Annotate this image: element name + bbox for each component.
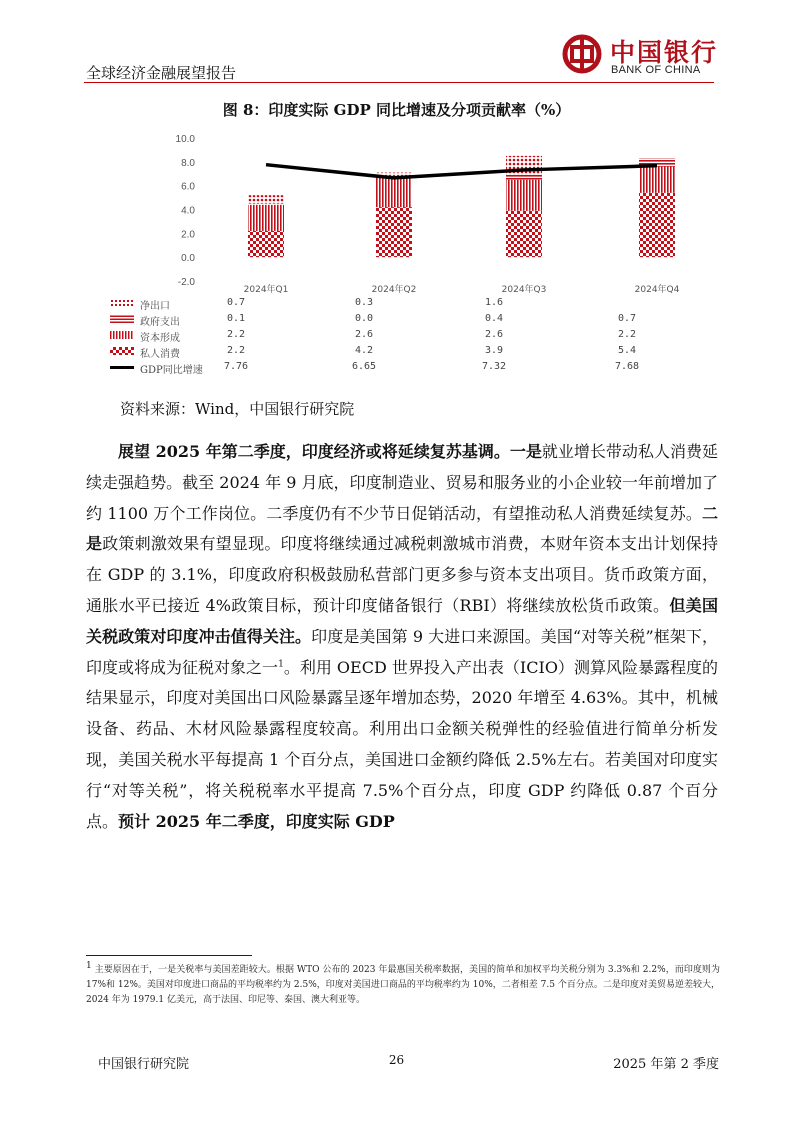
x-tick-label: 2024年Q2 (371, 285, 417, 295)
legend-swatch (110, 331, 134, 339)
bar-segment (376, 176, 412, 207)
bar-segment (506, 180, 542, 211)
footer-organization: 中国银行研究院 (98, 1057, 190, 1072)
paragraph (86, 437, 718, 837)
data-table-row (100, 296, 710, 312)
footnote-rule (86, 955, 252, 956)
data-table-cell: 6.65 (351, 361, 377, 372)
bar-segment (506, 175, 542, 180)
x-tick-label: 2024年Q1 (243, 285, 289, 295)
data-table-cell: 2.2 (617, 329, 637, 340)
data-table-cell: 0.1 (226, 313, 246, 324)
data-table-row (100, 344, 710, 360)
bar-segment (248, 205, 284, 231)
body-text (86, 437, 718, 837)
data-table-cell: 3.9 (484, 345, 504, 356)
y-tick-label: 0.0 (181, 253, 195, 265)
data-table-cell: 1.6 (484, 297, 504, 308)
bold-point: 二是 (86, 503, 718, 554)
footer-period: 2025 年第 2 季度 (613, 1057, 719, 1072)
x-tick-label: 2024年Q4 (634, 285, 680, 295)
bar-segment (248, 231, 284, 257)
y-tick-label: 4.0 (181, 205, 195, 217)
bar-segment (248, 204, 284, 205)
data-table-cell: 0.4 (484, 313, 504, 324)
data-table-row (100, 360, 710, 376)
logo-chinese-text: 中国银行 (610, 38, 719, 67)
y-tick-label: 6.0 (181, 181, 195, 193)
data-table-cell: 7.76 (223, 361, 249, 372)
legend-label: 政府支出 (140, 317, 180, 328)
bold-point: 预计 2025 年二季度，印度实际 GDP (118, 811, 395, 831)
data-table-cell: 7.32 (481, 361, 507, 372)
data-table-cell: 2.6 (484, 329, 504, 340)
legend-swatch (110, 347, 134, 355)
bar-segment (639, 167, 675, 193)
data-table-cell: 2.2 (226, 329, 246, 340)
data-table-cell: 5.4 (617, 345, 637, 356)
y-tick-label: 8.0 (181, 157, 195, 169)
gdp-growth-line (266, 165, 657, 178)
legend-swatch (110, 366, 134, 369)
bar-segment (506, 211, 542, 257)
data-table-cell: 2.2 (226, 345, 246, 356)
bar-segment (376, 207, 412, 257)
x-tick-label: 2024年Q3 (501, 285, 547, 295)
footnote-text: 主要原因在于，一是关税率与美国差距较大。根据 WTO 公布的 2023 年最惠国关税率数据，美国的简单和加权平均关税分别为 3.3%和 2.2%，而印度则为 17%和 12%。美国对印度进口商品的平均税率约为 2.5%，印度对美国进口商品的平均税率约为 10%，二者相差 7.5 个百分点。二是印度对美贸易逆差较大，2024 年为 1979.1 亿美元，高于法国、印尼等、泰国、澳大利亚等。 (86, 965, 720, 1005)
bold-point: 但美国关税政策对印度冲击值得关注。 (86, 595, 718, 646)
bold-lead: 展望 2025 年第二季度，印度经济或将延续复苏基调。一是 (118, 442, 542, 461)
bar-segment (248, 195, 284, 203)
data-table-cell: 0.7 (617, 313, 637, 324)
data-table-row (100, 312, 710, 328)
legend-label: 私人消费 (140, 349, 180, 360)
legend-label: GDP同比增速 (140, 365, 203, 376)
data-table-cell: 7.68 (614, 361, 640, 372)
text-span: 印度是美国第 9 大进口来源国。美国“对等关税”框架下，印度或将成为征税对象之一 (86, 626, 718, 677)
header-rule (84, 82, 714, 83)
y-tick-label: 2.0 (181, 229, 195, 241)
text-span: 。利用 OECD 世界投入产出表（ICIO）测算风险暴露程度的结果显示，印度对美国出口风险暴露呈逐年增加态势，2020 年增至 4.63%。其中，机械设备、药品、木材风险暴露程度较高。利用出口金额关税弹性的经验值进行简单分析发现，美国关税水平每提高 1 个百分点，美国进口金额约降低 2.5%左右。若美国对印度实行“对等关税”，将关税税率水平提高 7.5%个百分点，印度 GDP 约降低 0.87 个百分点。 (86, 657, 718, 831)
bar-segment (639, 193, 675, 257)
legend-swatch (110, 315, 134, 323)
figure-source: 资料来源：Wind，中国银行研究院 (120, 400, 355, 418)
footnote-mark: 1 (86, 961, 92, 971)
data-table-cell: 0.0 (354, 313, 374, 324)
legend-swatch (110, 299, 134, 307)
legend-label: 净出口 (140, 301, 170, 312)
y-tick-label: 10.0 (175, 134, 195, 145)
data-table-cell: 0.7 (226, 297, 246, 308)
data-table-cell: 0.3 (354, 297, 374, 308)
footnote (86, 963, 720, 1008)
report-title: 全球经济金融展望报告 (86, 64, 237, 82)
figure-title: 图 8：印度实际 GDP 同比增速及分项贡献率（%） (222, 101, 571, 119)
data-table-row (100, 328, 710, 344)
footnote-ref[interactable]: 1 (278, 659, 284, 670)
data-table-cell: 2.6 (354, 329, 374, 340)
text-span: 政策刺激效果有望显现。印度将继续通过减税刺激城市消费，本财年资本支出计划保持在 GDP 的 3.1%，印度政府积极鼓励私营部门更多参与资本支出项目。货币政策方面，通胀水平已接近 4%政策目标，预计印度储备银行（RBI）将继续放松货币政策。 (86, 534, 718, 615)
legend-label: 资本形成 (140, 333, 180, 344)
data-table-cell: 4.2 (354, 345, 374, 356)
y-tick-label: -2.0 (177, 277, 195, 288)
text-span: 就业增长带动私人消费延续走强趋势。截至 2024 年 9 月底，印度制造业、贸易和服务业的小企业较一年前增加了约 1100 万个工作岗位。二季度仍有不少节日促销活动，有望推动私人消费延续复苏。 (86, 442, 718, 523)
logo-english-text: BANK OF CHINA (611, 64, 701, 76)
page-number: 26 (388, 1053, 405, 1067)
